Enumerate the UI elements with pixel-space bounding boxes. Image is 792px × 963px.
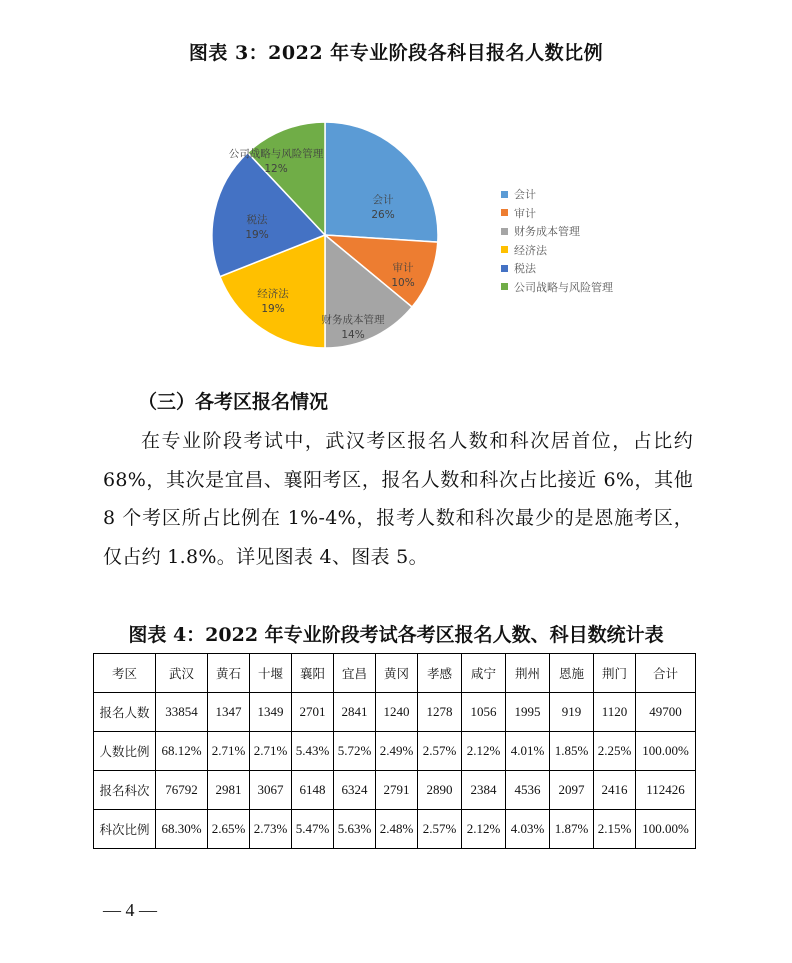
- table-cell: 2.25%: [594, 732, 636, 771]
- table-header-row: [94, 654, 696, 693]
- table-row: [94, 810, 696, 849]
- figure-4-title: 图表 4：2022 年专业阶段考试各考区报名人数、科目数统计表: [128, 624, 664, 646]
- table-cell: 宜昌: [334, 654, 376, 693]
- slice-percent-label: 10%: [391, 277, 415, 289]
- table-cell: 68.30%: [156, 810, 208, 849]
- table-cell: 1240: [376, 693, 418, 732]
- table-cell: 2841: [334, 693, 376, 732]
- slice-name-label: 经济法: [257, 288, 289, 300]
- table-cell: 2.71%: [208, 732, 250, 771]
- table-cell: 112426: [636, 771, 696, 810]
- legend-label: 会计: [514, 188, 536, 202]
- table-cell: 2890: [418, 771, 462, 810]
- table-cell: 100.00%: [636, 732, 696, 771]
- table-cell: 6148: [292, 771, 334, 810]
- table-cell: 孝感: [418, 654, 462, 693]
- table-cell: 2701: [292, 693, 334, 732]
- table-cell: 荆门: [594, 654, 636, 693]
- table-cell: 2.12%: [462, 732, 506, 771]
- table-cell: 2.73%: [250, 810, 292, 849]
- table-row: [94, 693, 696, 732]
- legend-item: [501, 278, 613, 297]
- table-cell: 5.63%: [334, 810, 376, 849]
- table-cell: 1.85%: [550, 732, 594, 771]
- table-cell: 6324: [334, 771, 376, 810]
- figure-3-title: 图表 3：2022 年专业阶段各科目报名人数比例: [188, 42, 604, 64]
- table-cell: 恩施: [550, 654, 594, 693]
- table-cell: 2.48%: [376, 810, 418, 849]
- table-cell: 2384: [462, 771, 506, 810]
- table-cell: 5.47%: [292, 810, 334, 849]
- body-paragraph: [103, 422, 693, 576]
- legend-item: [501, 222, 613, 241]
- legend-item: [501, 204, 613, 223]
- table-row: [94, 771, 696, 810]
- legend-swatch: [501, 228, 508, 235]
- table-cell: 1347: [208, 693, 250, 732]
- table-cell: 报名科次: [94, 771, 156, 810]
- section-heading: （三）各考区报名情况: [138, 391, 329, 413]
- legend-item: [501, 259, 613, 278]
- table-cell: 荆州: [506, 654, 550, 693]
- page-number: — 4 —: [103, 900, 157, 920]
- legend-swatch: [501, 191, 508, 198]
- table-cell: 科次比例: [94, 810, 156, 849]
- table-cell: 人数比例: [94, 732, 156, 771]
- slice-name-label: 审计: [392, 262, 414, 274]
- slice-percent-label: 19%: [245, 229, 269, 241]
- slice-percent-label: 14%: [341, 329, 365, 341]
- table-cell: 1.87%: [550, 810, 594, 849]
- table-cell: 1056: [462, 693, 506, 732]
- table-cell: 2.57%: [418, 810, 462, 849]
- table-cell: 2981: [208, 771, 250, 810]
- table-cell: 68.12%: [156, 732, 208, 771]
- table-cell: 2.12%: [462, 810, 506, 849]
- table-cell: 3067: [250, 771, 292, 810]
- legend-label: 财务成本管理: [514, 225, 580, 239]
- table-cell: 2791: [376, 771, 418, 810]
- table-cell: 33854: [156, 693, 208, 732]
- slice-name-label: 公司战略与风险管理: [228, 148, 324, 160]
- table-cell: 2097: [550, 771, 594, 810]
- table-cell: 2.49%: [376, 732, 418, 771]
- chart-legend: [501, 185, 613, 296]
- table-cell: 合计: [636, 654, 696, 693]
- legend-label: 税法: [514, 262, 536, 276]
- table-cell: 1349: [250, 693, 292, 732]
- legend-swatch: [501, 265, 508, 272]
- table-cell: 2.65%: [208, 810, 250, 849]
- table-cell: 2.57%: [418, 732, 462, 771]
- table-cell: 100.00%: [636, 810, 696, 849]
- table-cell: 76792: [156, 771, 208, 810]
- pie-slice: [325, 122, 438, 242]
- table-cell: 武汉: [156, 654, 208, 693]
- table-cell: 考区: [94, 654, 156, 693]
- table-cell: 黄冈: [376, 654, 418, 693]
- slice-percent-label: 19%: [261, 303, 285, 315]
- table-cell: 十堰: [250, 654, 292, 693]
- legend-swatch: [501, 283, 508, 290]
- legend-swatch: [501, 209, 508, 216]
- slice-percent-label: 26%: [371, 209, 395, 221]
- legend-label: 审计: [514, 206, 536, 220]
- slice-name-label: 税法: [246, 214, 268, 226]
- table-cell: 黄石: [208, 654, 250, 693]
- table-cell: 49700: [636, 693, 696, 732]
- table-cell: 4536: [506, 771, 550, 810]
- table-cell: 4.03%: [506, 810, 550, 849]
- legend-label: 经济法: [514, 243, 547, 257]
- slice-percent-label: 12%: [264, 163, 288, 175]
- table-cell: 襄阳: [292, 654, 334, 693]
- slice-name-label: 会计: [372, 194, 394, 206]
- table-cell: 5.72%: [334, 732, 376, 771]
- table-cell: 咸宁: [462, 654, 506, 693]
- table-cell: 1995: [506, 693, 550, 732]
- table-cell: 919: [550, 693, 594, 732]
- legend-item: [501, 241, 613, 260]
- table-cell: 2.71%: [250, 732, 292, 771]
- table-cell: 2.15%: [594, 810, 636, 849]
- legend-item: [501, 185, 613, 204]
- table-cell: 报名人数: [94, 693, 156, 732]
- table-cell: 2416: [594, 771, 636, 810]
- stats-table: [93, 653, 696, 849]
- slice-name-label: 财务成本管理: [321, 314, 385, 326]
- table-cell: 1120: [594, 693, 636, 732]
- table-row: [94, 732, 696, 771]
- legend-label: 公司战略与风险管理: [514, 280, 613, 294]
- table-cell: 1278: [418, 693, 462, 732]
- paragraph-text: 在专业阶段考试中，武汉考区报名人数和科次居首位，占比约 68%，其次是宜昌、襄阳考区，报名人数和科次占比接近 6%，其他 8 个考区所占比例在 1%-4%，报考人数和科次最少的是恩施考区，仅占约 1.8%。详见图表 4、图表 5。: [103, 430, 693, 568]
- table-cell: 5.43%: [292, 732, 334, 771]
- legend-swatch: [501, 246, 508, 253]
- table-cell: 4.01%: [506, 732, 550, 771]
